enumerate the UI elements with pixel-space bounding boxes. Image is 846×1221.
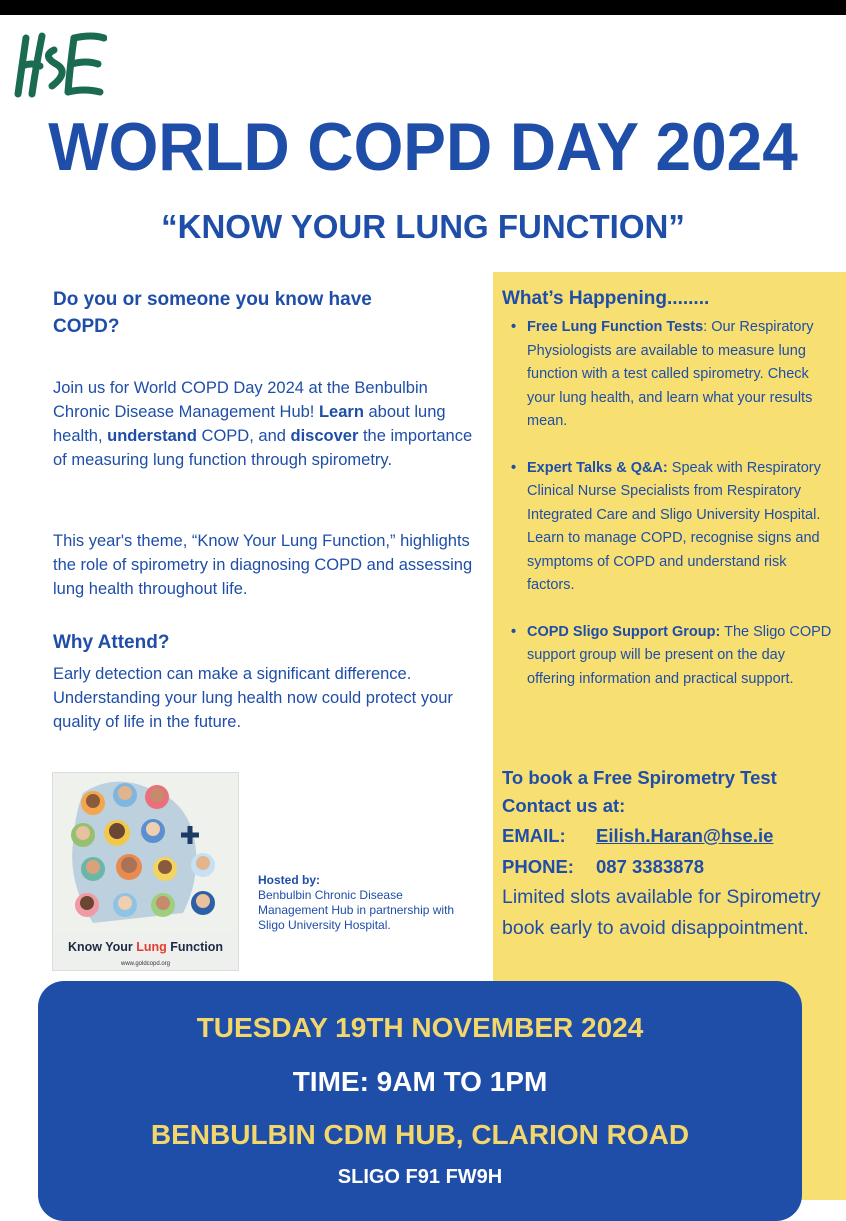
poster-caption (53, 940, 238, 954)
event-time: TIME: 9AM TO 1PM (292, 1066, 548, 1097)
intro-discover: discover (290, 427, 359, 445)
list-item-head: COPD Sligo Support Group: (527, 623, 721, 640)
email-link[interactable]: Eilish.Haran@hse.ie (596, 825, 774, 846)
list-item (504, 316, 834, 434)
limited-slots-note: Limited slots available for Spirometry book early to avoid disappointment. (502, 886, 821, 939)
poster-caption-part2: Function (166, 940, 224, 954)
whats-happening-heading: What’s Happening........ (502, 288, 710, 309)
phone-row (502, 851, 837, 882)
poster-caption-lung: Lung (136, 940, 167, 954)
know-your-lung-function-poster (52, 772, 239, 971)
intro-question (53, 286, 478, 340)
intro-question-text: Do you or someone you know have COPD? (53, 289, 372, 337)
poster-illustration (53, 773, 238, 933)
list-item-head: Free Lung Function Tests (527, 319, 704, 335)
hse-logo (12, 30, 107, 100)
phone-label: PHONE: (502, 856, 574, 877)
list-item-text: The Sligo COPD support group will be present on the day offering information and practical support. (527, 623, 832, 687)
contact-heading: Contact us at: (502, 795, 626, 816)
booking-heading: To book a Free Spirometry Test (502, 767, 777, 788)
intro-text-mid2: COPD, and (196, 427, 291, 445)
hosted-by (258, 873, 458, 933)
why-attend-heading: Why Attend? (53, 632, 170, 653)
intro-text-start: Join us for World COPD Day 2024 at the Benbulbin Chronic Disease Management Hub! (53, 379, 428, 421)
event-date: TUESDAY 19TH NOVEMBER 2024 (196, 1012, 644, 1043)
hosted-by-text: Benbulbin Chronic Disease Management Hub in partnership with Sligo University Hospital. (258, 888, 455, 932)
theme-paragraph: This year's theme, “Know Your Lung Function,” highlights the role of spirometry in diagnosing COPD and assessing lung health throughout life. (53, 532, 473, 598)
email-label: EMAIL: (502, 825, 566, 846)
hosted-by-label: Hosted by: (258, 873, 321, 887)
why-attend-paragraph: Early detection can make a significant difference. Understanding your lung health now could protect your quality of life in the future. (53, 665, 453, 731)
list-item (504, 621, 834, 692)
list-item (504, 457, 834, 598)
list-item-text: Speak with Respiratory Clinical Nurse Specialists from Respiratory Integrated Care and Sligo University Hospital. Learn to manage COPD, recognise signs and symptoms of COPD and understand risk factors. (527, 459, 821, 593)
poster-footer: www.goldcopd.org (120, 961, 171, 967)
email-row (502, 820, 837, 851)
whats-happening-list (504, 316, 834, 714)
phone-number[interactable]: 087 3383878 (596, 856, 705, 877)
list-item-text: : Our Respiratory Physiologists are available to measure lung function with a test called spirometry. Check your lung health, and learn what your results mean. (527, 319, 814, 429)
poster-caption-part1: Know Your (67, 940, 137, 954)
intro-learn: Learn (318, 403, 364, 421)
intro-paragraph (53, 376, 483, 472)
event-location: BENBULBIN CDM HUB, CLARION ROAD (150, 1119, 690, 1150)
event-eircode: SLIGO F91 FW9H (337, 1166, 503, 1188)
intro-text-end: the importance of measuring lung function through spirometry. (53, 427, 473, 469)
intro-text-mid1: about lung health, (53, 403, 446, 445)
booking-section (502, 764, 837, 944)
page-subtitle: “KNOW YOUR LUNG FUNCTION” (161, 208, 685, 245)
page-title: WORLD COPD DAY 2024 (48, 109, 798, 185)
list-item-head: Expert Talks & Q&A: (527, 459, 668, 476)
intro-understand: understand (107, 427, 197, 445)
top-black-bar (0, 0, 846, 15)
